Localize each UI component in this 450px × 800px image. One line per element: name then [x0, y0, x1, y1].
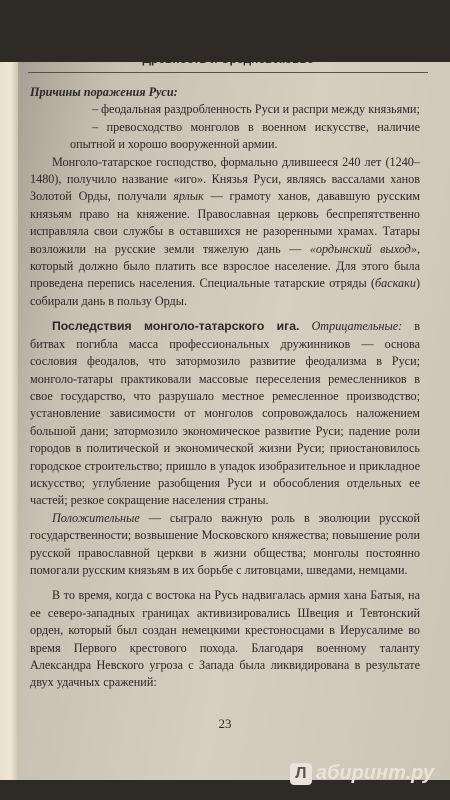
watermark: [290, 762, 434, 785]
paragraph-yoke: [30, 154, 420, 311]
text-run: , который должно было платить все взрослое население. Для этого была проведена перепись населения. Специальные татарские отряды (: [30, 241, 420, 291]
paragraph-west: В то время, когда с востока на Русь надвигалась армия хана Батыя, на ее северо-западных границах активизировались Швеция и Тевтонский орден, который был создан немецкими крестоносцами в Иерусалиме во время Первого крестового похода. Благодаря военному таланту Александра Невского угроза с Запада была ликвидирована в результате двух удачных сражений:: [30, 588, 420, 690]
section-heading-consequences: Последствия монголо-татарского ига.: [52, 319, 300, 334]
text-run: Монголо-татарское господство, формально длившееся 240 лет (1240–1480), получило название «иго». Князья Руси, являясь вассалами ханов Золотой Орды, получали: [30, 154, 420, 204]
section-heading-causes: Причины поражения Руси:: [30, 85, 178, 99]
text-run: — грамоту ханов, дававшую русским князьям право на княжение. Православная церковь беспрепятственно исправляла свои службы в оставшихся не разоренными храмах. Татары возложили на русские земли тяжелую дань —: [30, 189, 420, 256]
page-number: 23: [218, 716, 232, 731]
italic-term: Положительные: [52, 510, 140, 525]
labirint-logo-icon: Л: [290, 763, 312, 785]
text-run: — сыграло важную роль в эволюции русской государственности; возвышение Московского княжества; повышение роли русской православной церкви в жизни общества; монголы постоянно помогали русским князьям в их борьбе с литовцами, шведами, немцами.: [30, 510, 420, 577]
page-content: [30, 84, 420, 692]
bullet-item: – превосходство монголов в военном искусстве, наличие опытной и хорошо вооруженной армии.: [70, 119, 420, 152]
italic-term: баскаки: [375, 276, 416, 291]
watermark-text: абиринт.ру: [315, 762, 434, 784]
text-run: ) собирали дань в пользу Орды.: [30, 276, 420, 308]
paragraph-positive: [30, 510, 420, 580]
italic-term: «ордынский выход»: [309, 241, 417, 256]
italic-term: ярлык: [173, 189, 204, 204]
text-run: в битвах погибла масса профессиональных дружинников — основа сословия феодалов, что затормозило развитие феодализма в Руси; монголо-татары практиковали массовые переселения ремесленников в свое государство, что разрушало местное ремесленное производство; установление зависимости от монголов сопровождалось наложением большой дани; затормозило экономическое развитие Руси; падение роли городов в политической и экономической жизни Руси; приостановилось городское строительство; пришло в упадок изобразительное и прикладное искусство; углубление разобщения Руси и обособления отдельных ее частей; резкое сокращение населения страны.: [30, 319, 420, 508]
paragraph-consequences: [30, 318, 420, 509]
bullet-item: – феодальная раздробленность Руси и распри между князьями;: [92, 102, 420, 117]
italic-term: Отрицательные:: [311, 319, 403, 334]
running-header: Древность и Средневековье: [28, 52, 428, 73]
